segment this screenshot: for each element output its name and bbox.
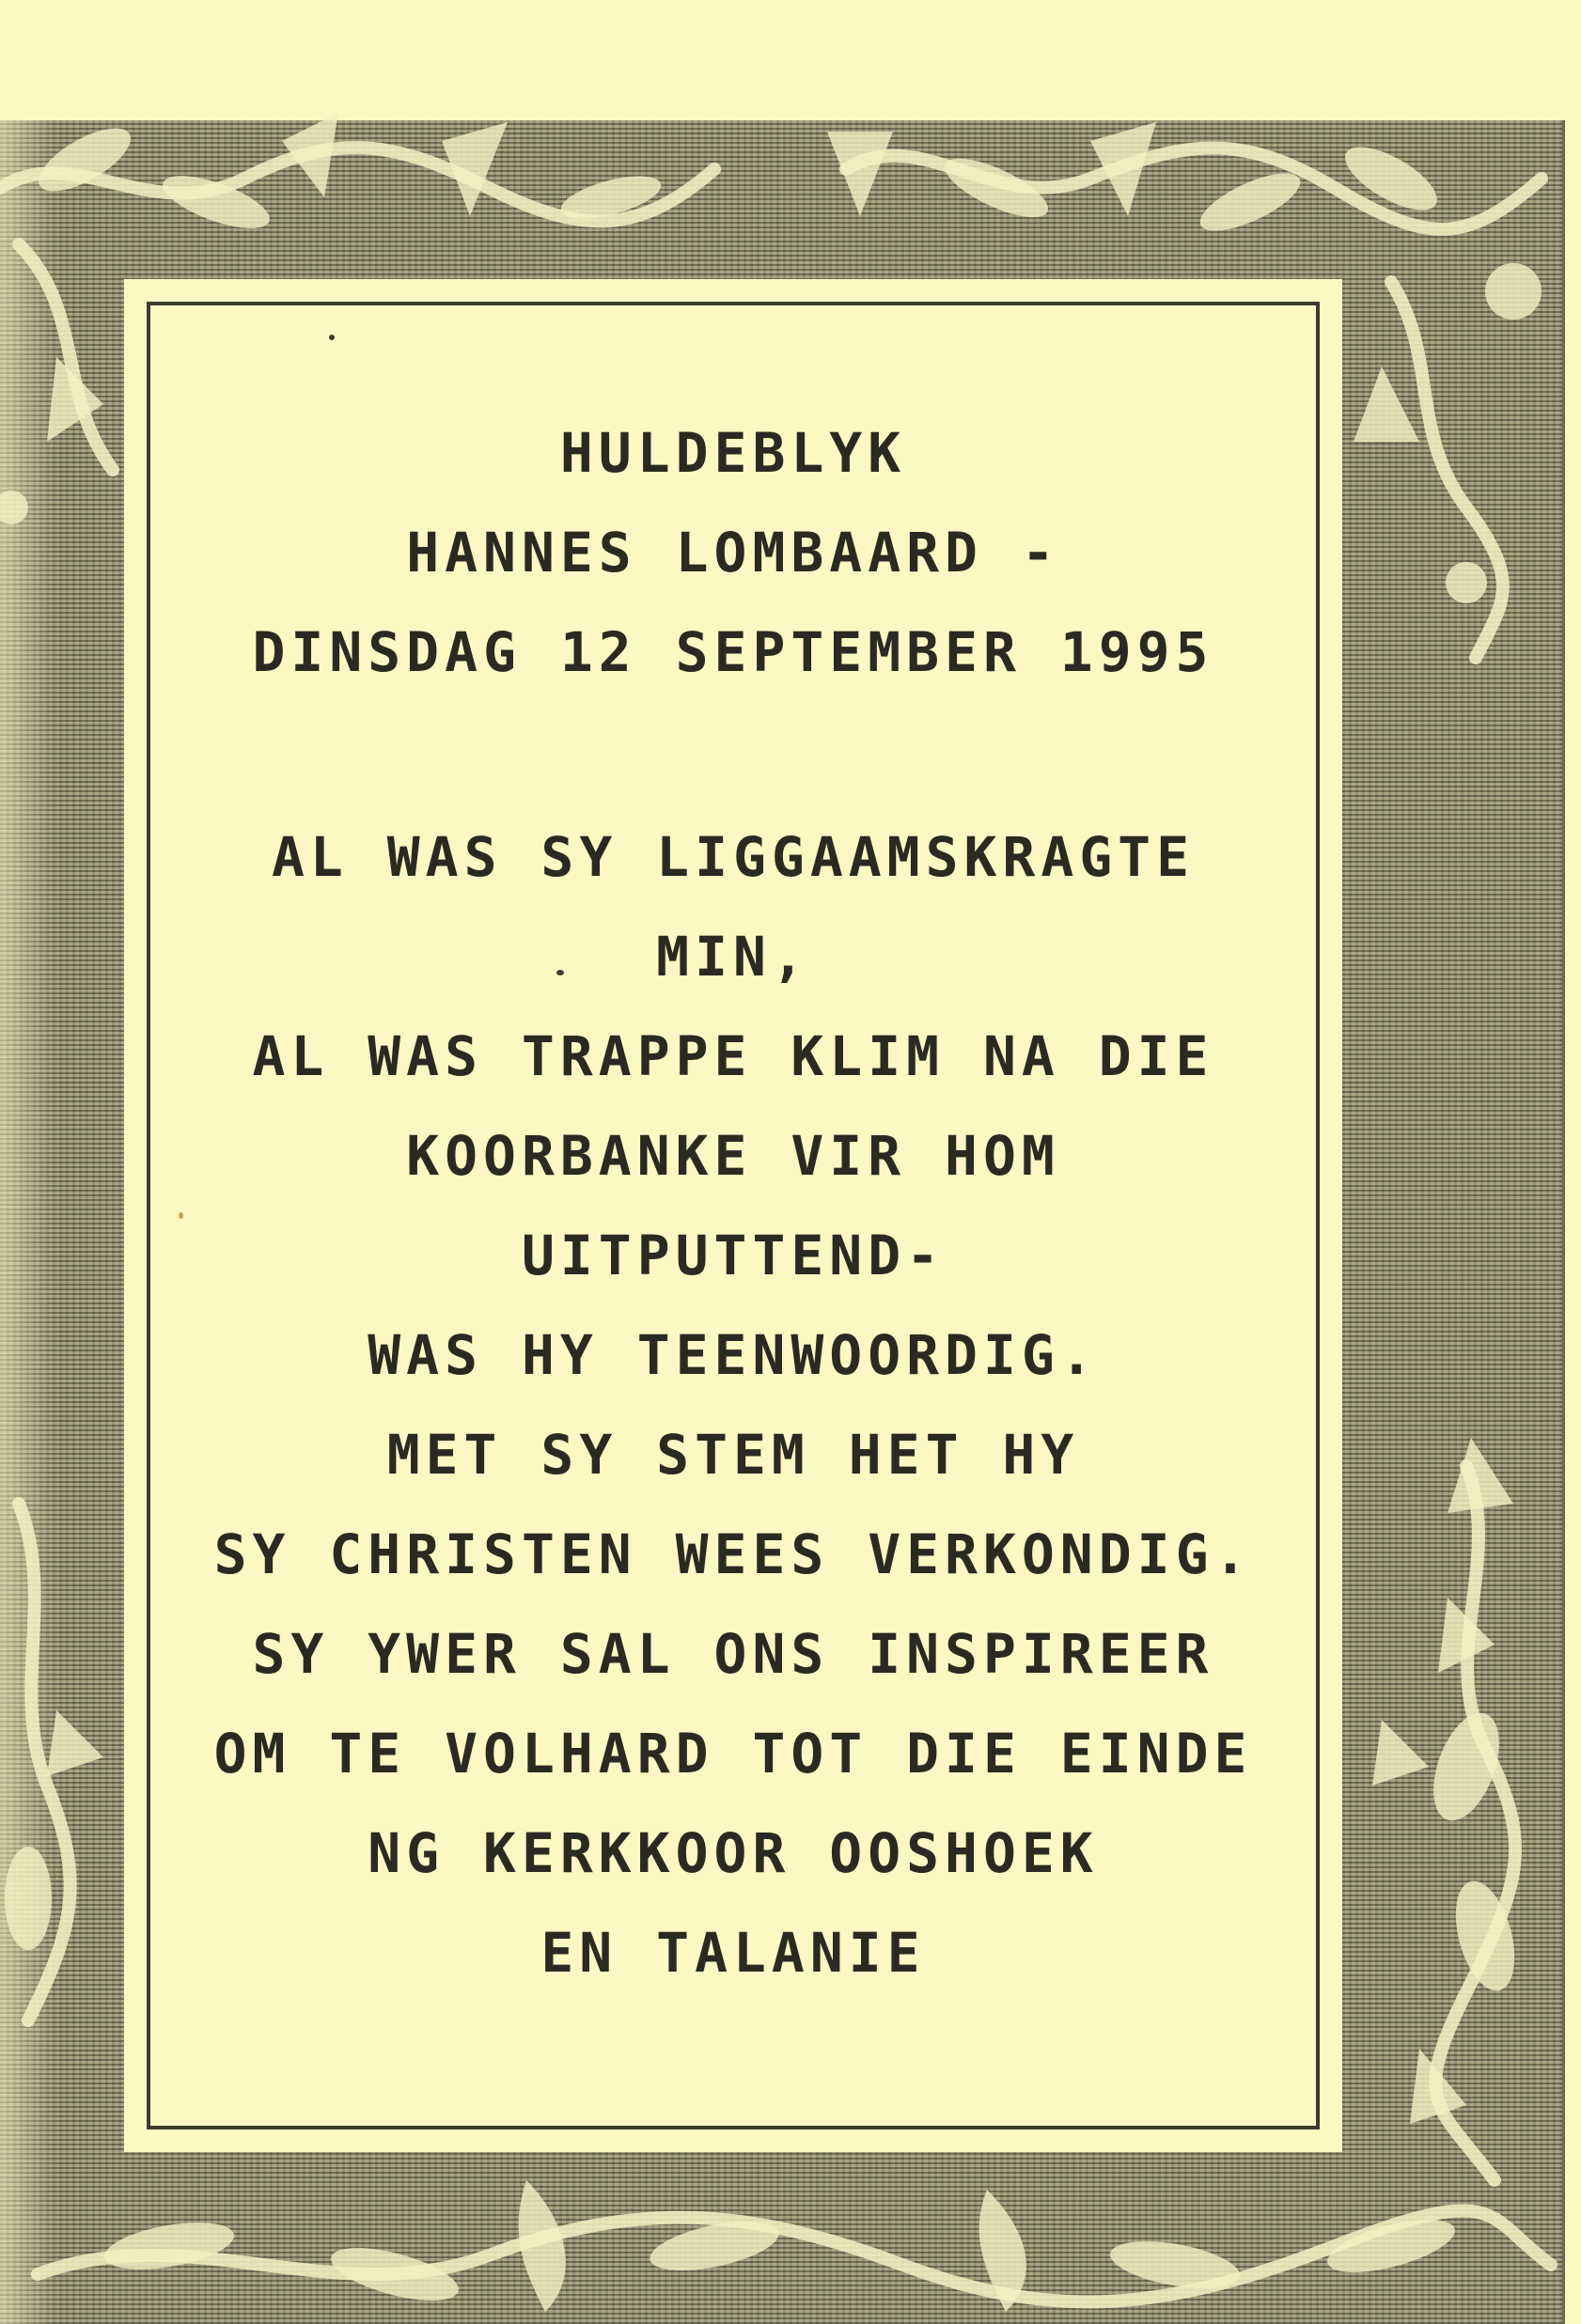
- verse-line: MET SY STEM HET HY: [386, 1423, 1080, 1487]
- heading-title: HULDEBLYK: [559, 421, 907, 485]
- tribute-text: [124, 279, 1342, 2152]
- verse-line: WAS HY TEENWOORDIG.: [368, 1323, 1099, 1387]
- verse-line: OM TE VOLHARD TOT DIE EINDE: [213, 1722, 1253, 1786]
- verse-line: MIN,: [656, 925, 810, 989]
- signature-line: NG KERKKOOR OOSHOEK: [368, 1821, 1099, 1885]
- verse-line: SY CHRISTEN WEES VERKONDIG.: [213, 1522, 1253, 1586]
- heading-name: HANNES LOMBAARD -: [406, 521, 1060, 585]
- signature-line: EN TALANIE: [540, 1921, 926, 1985]
- verse-line: AL WAS SY LIGGAAMSKRAGTE: [271, 825, 1196, 889]
- verse-line: KOORBANKE VIR HOM: [406, 1124, 1060, 1188]
- heading-date: DINSDAG 12 SEPTEMBER 1995: [252, 620, 1214, 684]
- print-speck: [556, 970, 564, 975]
- print-speck: [179, 1212, 183, 1219]
- print-speck: [329, 335, 335, 340]
- verse-line: UITPUTTEND-: [521, 1224, 946, 1287]
- verse-line: SY YWER SAL ONS INSPIREER: [252, 1622, 1214, 1686]
- verse-line: AL WAS TRAPPE KLIM NA DIE: [252, 1024, 1214, 1088]
